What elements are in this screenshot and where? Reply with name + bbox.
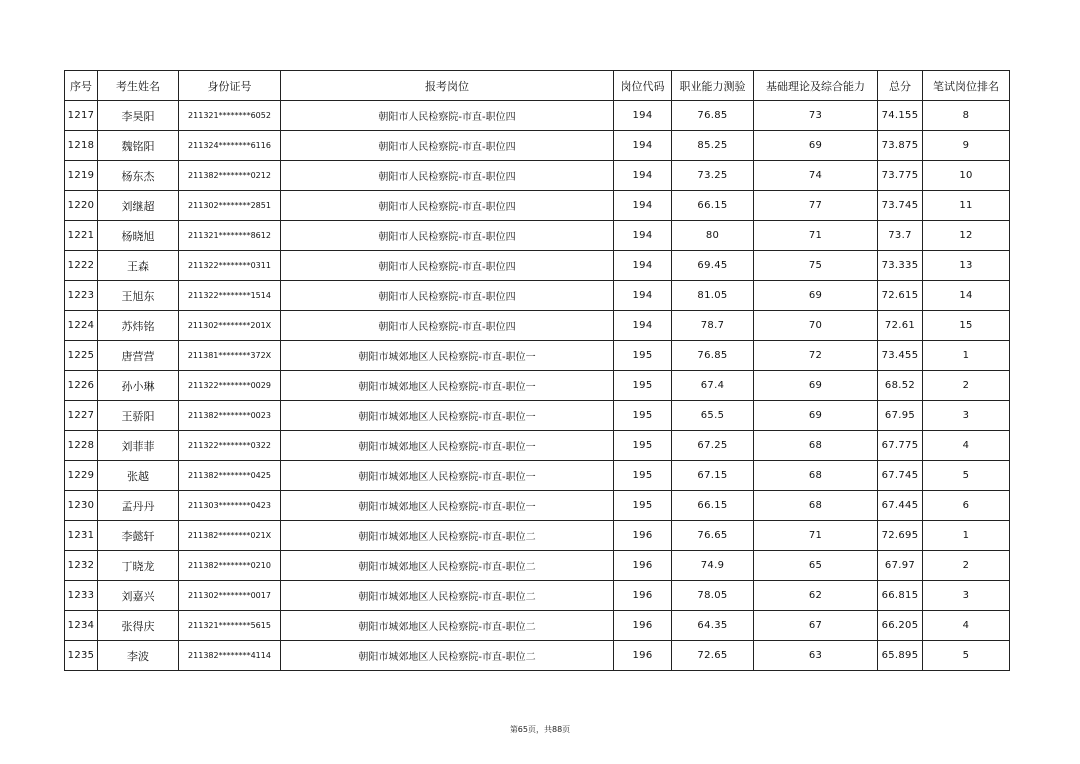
cell-code: 195 (614, 341, 672, 371)
cell-rank: 9 (923, 131, 1010, 161)
cell-aptitude: 78.05 (672, 581, 754, 611)
cell-theory: 67 (754, 611, 878, 641)
cell-aptitude: 66.15 (672, 491, 754, 521)
cell-name: 刘菲菲 (98, 431, 179, 461)
cell-post: 朝阳市城郊地区人民检察院-市直-职位二 (281, 521, 614, 551)
header-id: 身份证号 (179, 71, 281, 101)
cell-total: 72.695 (878, 521, 923, 551)
cell-name: 张得庆 (98, 611, 179, 641)
cell-id: 211303********0423 (179, 491, 281, 521)
table-row (65, 131, 1010, 161)
cell-id: 211382********021X (179, 521, 281, 551)
cell-name: 刘嘉兴 (98, 581, 179, 611)
cell-rank: 10 (923, 161, 1010, 191)
cell-code: 195 (614, 431, 672, 461)
cell-aptitude: 65.5 (672, 401, 754, 431)
cell-post: 朝阳市城郊地区人民检察院-市直-职位二 (281, 581, 614, 611)
cell-name: 丁晓龙 (98, 551, 179, 581)
cell-rank: 3 (923, 401, 1010, 431)
cell-total: 66.815 (878, 581, 923, 611)
cell-seq: 1229 (65, 461, 98, 491)
cell-total: 68.52 (878, 371, 923, 401)
cell-code: 195 (614, 461, 672, 491)
cell-total: 73.7 (878, 221, 923, 251)
cell-aptitude: 74.9 (672, 551, 754, 581)
header-row (65, 71, 1010, 101)
page-footer: 第65页，共88页 (509, 725, 571, 734)
cell-code: 194 (614, 251, 672, 281)
cell-rank: 1 (923, 521, 1010, 551)
cell-seq: 1227 (65, 401, 98, 431)
cell-theory: 71 (754, 521, 878, 551)
cell-rank: 6 (923, 491, 1010, 521)
cell-seq: 1226 (65, 371, 98, 401)
cell-id: 211382********0212 (179, 161, 281, 191)
cell-id: 211381********372X (179, 341, 281, 371)
cell-name: 王旭东 (98, 281, 179, 311)
table-row (65, 371, 1010, 401)
cell-code: 194 (614, 311, 672, 341)
cell-seq: 1223 (65, 281, 98, 311)
cell-code: 194 (614, 101, 672, 131)
cell-rank: 15 (923, 311, 1010, 341)
cell-id: 211382********0023 (179, 401, 281, 431)
cell-id: 211382********0210 (179, 551, 281, 581)
cell-seq: 1222 (65, 251, 98, 281)
cell-code: 196 (614, 641, 672, 671)
cell-code: 196 (614, 581, 672, 611)
table-row (65, 461, 1010, 491)
cell-total: 73.335 (878, 251, 923, 281)
cell-theory: 69 (754, 401, 878, 431)
cell-seq: 1233 (65, 581, 98, 611)
cell-id: 211322********1514 (179, 281, 281, 311)
table-row (65, 551, 1010, 581)
cell-id: 211321********6052 (179, 101, 281, 131)
cell-seq: 1218 (65, 131, 98, 161)
cell-post: 朝阳市人民检察院-市直-职位四 (281, 311, 614, 341)
cell-code: 196 (614, 521, 672, 551)
table-row (65, 581, 1010, 611)
cell-rank: 5 (923, 461, 1010, 491)
results-table (64, 70, 1010, 671)
cell-theory: 65 (754, 551, 878, 581)
cell-rank: 11 (923, 191, 1010, 221)
table-row (65, 281, 1010, 311)
cell-total: 66.205 (878, 611, 923, 641)
cell-theory: 77 (754, 191, 878, 221)
cell-total: 73.875 (878, 131, 923, 161)
cell-seq: 1217 (65, 101, 98, 131)
cell-theory: 68 (754, 431, 878, 461)
cell-rank: 12 (923, 221, 1010, 251)
cell-code: 196 (614, 611, 672, 641)
cell-aptitude: 85.25 (672, 131, 754, 161)
cell-aptitude: 76.65 (672, 521, 754, 551)
cell-id: 211322********0322 (179, 431, 281, 461)
header-rank: 笔试岗位排名 (923, 71, 1010, 101)
cell-code: 194 (614, 281, 672, 311)
table-row (65, 251, 1010, 281)
cell-theory: 68 (754, 491, 878, 521)
cell-seq: 1230 (65, 491, 98, 521)
cell-rank: 3 (923, 581, 1010, 611)
cell-aptitude: 67.15 (672, 461, 754, 491)
cell-total: 67.445 (878, 491, 923, 521)
cell-name: 唐营营 (98, 341, 179, 371)
cell-name: 王骄阳 (98, 401, 179, 431)
cell-post: 朝阳市城郊地区人民检察院-市直-职位一 (281, 371, 614, 401)
cell-seq: 1225 (65, 341, 98, 371)
cell-id: 211321********5615 (179, 611, 281, 641)
cell-name: 苏炜铭 (98, 311, 179, 341)
cell-theory: 75 (754, 251, 878, 281)
cell-theory: 69 (754, 281, 878, 311)
cell-aptitude: 69.45 (672, 251, 754, 281)
cell-code: 195 (614, 371, 672, 401)
cell-post: 朝阳市人民检察院-市直-职位四 (281, 161, 614, 191)
cell-name: 杨晓旭 (98, 221, 179, 251)
cell-aptitude: 66.15 (672, 191, 754, 221)
cell-name: 李昊阳 (98, 101, 179, 131)
cell-post: 朝阳市城郊地区人民检察院-市直-职位一 (281, 461, 614, 491)
cell-code: 194 (614, 131, 672, 161)
table-row (65, 611, 1010, 641)
cell-seq: 1220 (65, 191, 98, 221)
header-theory: 基础理论及综合能力 (754, 71, 878, 101)
cell-theory: 71 (754, 221, 878, 251)
cell-post: 朝阳市城郊地区人民检察院-市直-职位二 (281, 641, 614, 671)
table-row (65, 191, 1010, 221)
cell-rank: 1 (923, 341, 1010, 371)
cell-seq: 1232 (65, 551, 98, 581)
cell-theory: 69 (754, 131, 878, 161)
cell-rank: 8 (923, 101, 1010, 131)
cell-total: 74.155 (878, 101, 923, 131)
cell-code: 195 (614, 401, 672, 431)
cell-name: 李波 (98, 641, 179, 671)
cell-seq: 1224 (65, 311, 98, 341)
cell-id: 211324********6116 (179, 131, 281, 161)
table-row (65, 401, 1010, 431)
cell-code: 194 (614, 191, 672, 221)
table-row (65, 341, 1010, 371)
cell-total: 72.615 (878, 281, 923, 311)
header-aptitude: 职业能力测验 (672, 71, 754, 101)
header-code: 岗位代码 (614, 71, 672, 101)
cell-total: 72.61 (878, 311, 923, 341)
cell-id: 211302********2851 (179, 191, 281, 221)
cell-post: 朝阳市人民检察院-市直-职位四 (281, 191, 614, 221)
cell-post: 朝阳市人民检察院-市直-职位四 (281, 281, 614, 311)
cell-theory: 72 (754, 341, 878, 371)
cell-theory: 68 (754, 461, 878, 491)
header-name: 考生姓名 (98, 71, 179, 101)
cell-name: 孙小琳 (98, 371, 179, 401)
cell-aptitude: 67.25 (672, 431, 754, 461)
cell-aptitude: 80 (672, 221, 754, 251)
cell-aptitude: 76.85 (672, 341, 754, 371)
cell-post: 朝阳市城郊地区人民检察院-市直-职位一 (281, 401, 614, 431)
cell-aptitude: 81.05 (672, 281, 754, 311)
cell-seq: 1234 (65, 611, 98, 641)
cell-theory: 69 (754, 371, 878, 401)
table-row (65, 641, 1010, 671)
cell-seq: 1219 (65, 161, 98, 191)
table-row (65, 491, 1010, 521)
cell-name: 孟丹丹 (98, 491, 179, 521)
cell-total: 73.775 (878, 161, 923, 191)
cell-aptitude: 72.65 (672, 641, 754, 671)
table-row (65, 431, 1010, 461)
cell-id: 211302********0017 (179, 581, 281, 611)
cell-rank: 14 (923, 281, 1010, 311)
cell-rank: 5 (923, 641, 1010, 671)
table-row (65, 221, 1010, 251)
table-row (65, 311, 1010, 341)
cell-rank: 4 (923, 611, 1010, 641)
cell-total: 65.895 (878, 641, 923, 671)
cell-code: 194 (614, 161, 672, 191)
cell-seq: 1231 (65, 521, 98, 551)
cell-total: 67.745 (878, 461, 923, 491)
header-post: 报考岗位 (281, 71, 614, 101)
cell-rank: 2 (923, 551, 1010, 581)
cell-rank: 2 (923, 371, 1010, 401)
cell-id: 211302********201X (179, 311, 281, 341)
cell-post: 朝阳市城郊地区人民检察院-市直-职位一 (281, 491, 614, 521)
table-body (65, 101, 1010, 671)
cell-id: 211321********8612 (179, 221, 281, 251)
cell-name: 刘继超 (98, 191, 179, 221)
cell-aptitude: 73.25 (672, 161, 754, 191)
header-total: 总分 (878, 71, 923, 101)
cell-theory: 62 (754, 581, 878, 611)
table-row (65, 521, 1010, 551)
cell-name: 杨东杰 (98, 161, 179, 191)
cell-post: 朝阳市城郊地区人民检察院-市直-职位一 (281, 341, 614, 371)
cell-rank: 13 (923, 251, 1010, 281)
table-row (65, 161, 1010, 191)
cell-seq: 1221 (65, 221, 98, 251)
cell-post: 朝阳市人民检察院-市直-职位四 (281, 221, 614, 251)
cell-id: 211382********0425 (179, 461, 281, 491)
cell-aptitude: 78.7 (672, 311, 754, 341)
cell-total: 67.97 (878, 551, 923, 581)
table-row (65, 101, 1010, 131)
cell-aptitude: 64.35 (672, 611, 754, 641)
cell-seq: 1228 (65, 431, 98, 461)
cell-id: 211382********4114 (179, 641, 281, 671)
cell-theory: 70 (754, 311, 878, 341)
cell-id: 211322********0311 (179, 251, 281, 281)
cell-total: 67.775 (878, 431, 923, 461)
cell-theory: 74 (754, 161, 878, 191)
cell-theory: 73 (754, 101, 878, 131)
cell-total: 73.455 (878, 341, 923, 371)
cell-post: 朝阳市城郊地区人民检察院-市直-职位一 (281, 431, 614, 461)
cell-post: 朝阳市城郊地区人民检察院-市直-职位二 (281, 611, 614, 641)
cell-post: 朝阳市人民检察院-市直-职位四 (281, 131, 614, 161)
cell-post: 朝阳市城郊地区人民检察院-市直-职位二 (281, 551, 614, 581)
cell-aptitude: 67.4 (672, 371, 754, 401)
cell-code: 195 (614, 491, 672, 521)
cell-total: 73.745 (878, 191, 923, 221)
cell-name: 李懿轩 (98, 521, 179, 551)
cell-rank: 4 (923, 431, 1010, 461)
cell-name: 王森 (98, 251, 179, 281)
cell-post: 朝阳市人民检察院-市直-职位四 (281, 101, 614, 131)
cell-total: 67.95 (878, 401, 923, 431)
cell-code: 194 (614, 221, 672, 251)
cell-name: 魏铭阳 (98, 131, 179, 161)
cell-name: 张越 (98, 461, 179, 491)
cell-post: 朝阳市人民检察院-市直-职位四 (281, 251, 614, 281)
cell-aptitude: 76.85 (672, 101, 754, 131)
cell-id: 211322********0029 (179, 371, 281, 401)
cell-code: 196 (614, 551, 672, 581)
header-seq: 序号 (65, 71, 98, 101)
cell-seq: 1235 (65, 641, 98, 671)
cell-theory: 63 (754, 641, 878, 671)
